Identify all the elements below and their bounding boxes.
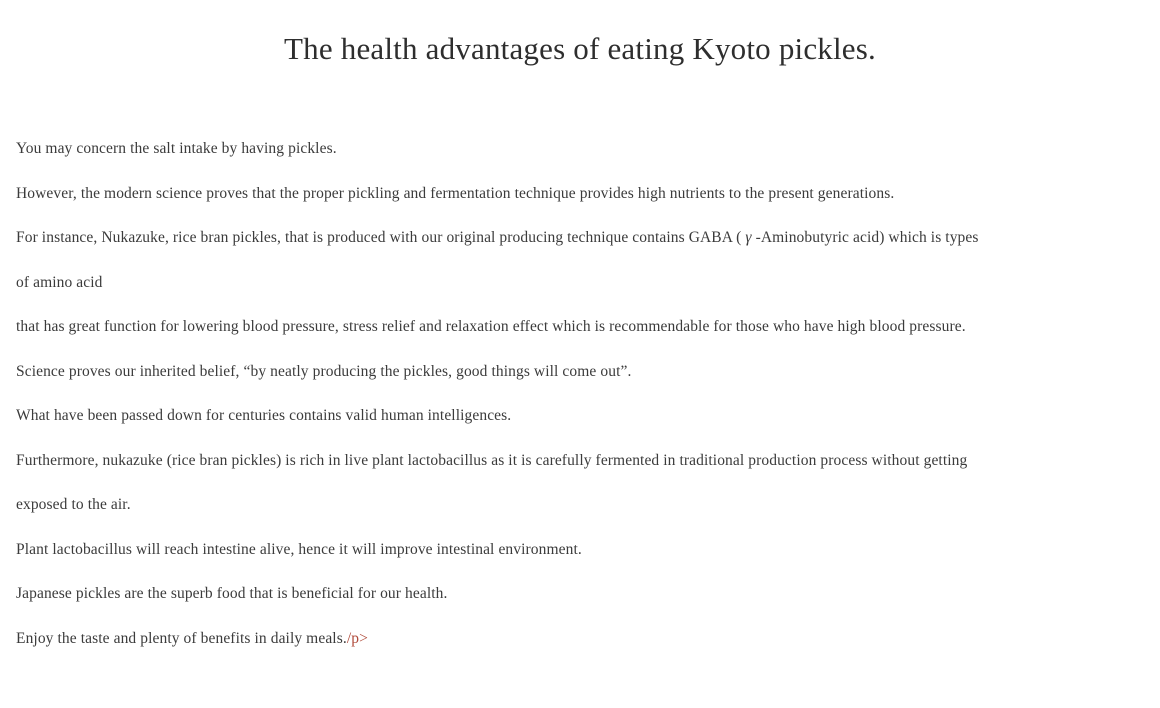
paragraph-6-text: What have been passed down for centuries contains valid human intelligences.: [16, 407, 512, 425]
paragraph-9-text: Japanese pickles are the superb food that is beneficial for our health.: [16, 585, 448, 603]
gamma-symbol: γ: [745, 229, 752, 247]
paragraph-8: [16, 542, 1138, 558]
paragraph-7: [16, 453, 1138, 513]
paragraph-3-text-before-symbol: For instance, Nukazuke, rice bran pickles, that is produced with our original producing technique contains GABA (: [16, 229, 746, 247]
paragraph-2-text: However, the modern science proves that the proper pickling and fermentation technique provides high nutrients to the present generations.: [16, 184, 895, 202]
paragraph-5-text: Science proves our inherited belief, “by neatly producing the pickles, good things will come out”.: [16, 362, 632, 380]
paragraph-10: [16, 631, 1138, 647]
paragraph-8-text: Plant lactobacillus will reach intestine alive, hence it will improve intestinal environment.: [16, 540, 582, 558]
paragraph-10-text: Enjoy the taste and plenty of benefits in daily meals.: [16, 629, 347, 647]
paragraph-3: [16, 230, 1138, 290]
article-body: [0, 141, 1160, 646]
paragraph-5: [16, 364, 1138, 380]
paragraph-9: [16, 586, 1138, 602]
paragraph-3-continuation: of amino acid: [16, 273, 103, 291]
page-title: The health advantages of eating Kyoto pickles.: [284, 31, 876, 66]
paragraph-6: [16, 408, 1138, 424]
paragraph-2: [16, 186, 1138, 202]
paragraph-1: [16, 141, 1138, 157]
paragraph-4-text: that has great function for lowering blood pressure, stress relief and relaxation effect which is recommendable for those who have high blood pressure.: [16, 318, 966, 336]
paragraph-1-text: You may concern the salt intake by having pickles.: [16, 140, 337, 158]
paragraph-3-text-after-symbol: -Aminobutyric acid) which is types: [751, 229, 979, 247]
stray-markup-text: /p>: [346, 629, 368, 647]
paragraph-4: [16, 319, 1138, 335]
paragraph-7-continuation: exposed to the air.: [16, 496, 131, 514]
paragraph-7-text: Furthermore, nukazuke (rice bran pickles) is rich in live plant lactobacillus as it is carefully fermented in traditional production process without getting: [16, 451, 968, 469]
